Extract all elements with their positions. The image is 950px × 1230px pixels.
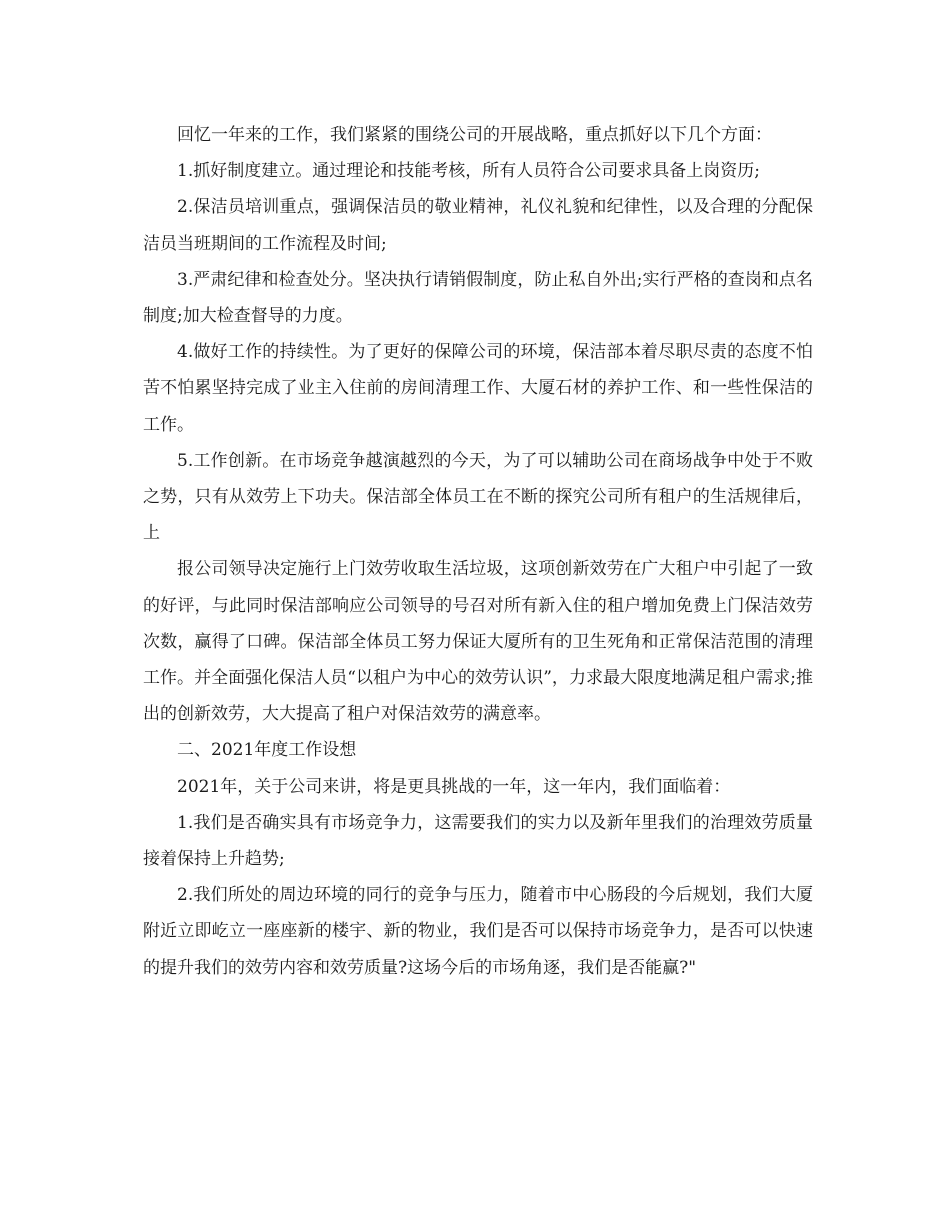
paragraph-item-2: 2.保洁员培训重点，强调保洁员的敬业精神，礼仪礼貌和纪律性，以及合理的分配保洁员当班期间的工作流程及时间; <box>143 197 813 254</box>
paragraph-2021-intro: 2021年，关于公司来讲，将是更具挑战的一年，这一年内，我们面临着： <box>177 776 731 797</box>
document-body <box>143 117 813 986</box>
paragraph-2021-item-1: 1.我们是否确实具有市场竞争力，这需要我们的实力以及新年里我们的治理效劳质量接着保持上升趋势; <box>143 812 813 870</box>
paragraph-item-1: 1.抓好制度建立。通过理论和技能考核，所有人员符合公司要求具备上岗资历; <box>177 161 760 182</box>
paragraph-2021-item-2: 2.我们所处的周边环境的同行的竞争与压力，随着市中心肠段的今后规划，我们大厦附近立即屹立一座座新的楼宇、新的物业，我们是否可以保持市场竞争力，是否可以快速的提升我们的效劳内容和效劳质量?这场今后的市场角逐，我们是否能赢?" <box>143 885 813 978</box>
paragraph-item-5-continued: 报公司领导决定施行上门效劳收取生活垃圾，这项创新效劳在广大租户中引起了一致的好评，与此同时保洁部响应公司领导的号召对所有新入住的租户增加免费上门保洁效劳次数，赢得了口碑。保洁部全体员工努力保证大厦所有的卫生死角和正常保洁范围的清理工作。并全面强化保洁人员“以租户为中心的效劳认识”，力求最大限度地满足租户需求;推出的创新效劳，大大提高了租户对保洁效劳的满意率。 <box>143 559 813 725</box>
paragraph-item-5: 5.工作创新。在市场竞争越演越烈的今天，为了可以辅助公司在商场战争中处于不败之势，只有从效劳上下功夫。保洁部全体员工在不断的探究公司所有租户的生活规律后，上 <box>143 450 813 544</box>
section-heading-2021: 二、2021年度工作设想 <box>177 740 357 761</box>
paragraph-item-4: 4.做好工作的持续性。为了更好的保障公司的环境，保洁部本着尽职尽责的态度不怕苦不怕累坚持完成了业主入住前的房间清理工作、大厦石材的养护工作、和一些性保洁的工作。 <box>143 342 813 435</box>
paragraph-intro: 回忆一年来的工作，我们紧紧的围绕公司的开展战略，重点抓好以下几个方面： <box>177 125 772 145</box>
paragraph-item-3: 3.严肃纪律和检查处分。坚决执行请销假制度，防止私自外出;实行严格的查岗和点名制度;加大检查督导的力度。 <box>143 269 813 327</box>
